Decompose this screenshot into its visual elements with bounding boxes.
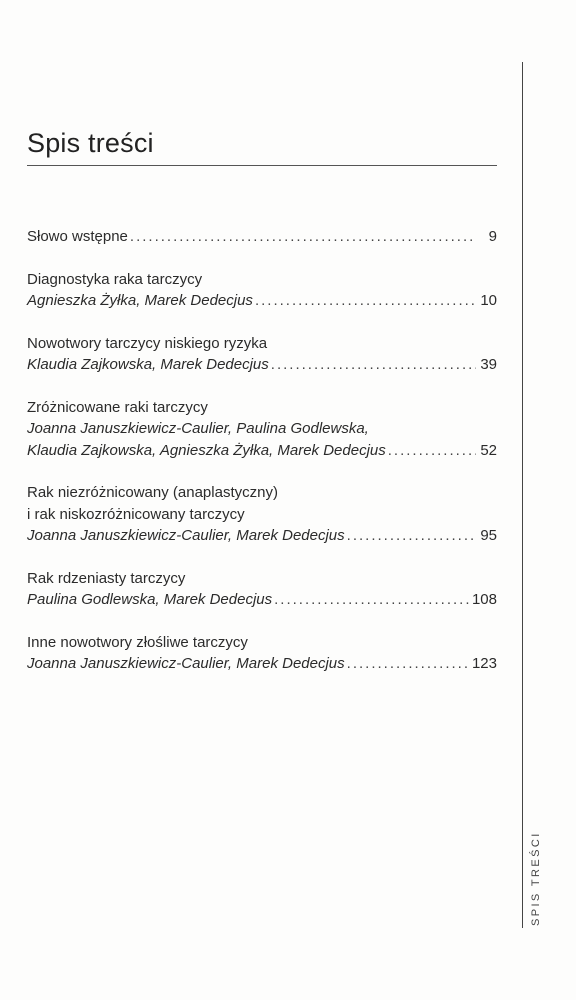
- dot-leader: [347, 525, 476, 547]
- toc-entry-title: Inne nowotwory złośliwe tarczycy: [27, 633, 248, 651]
- title-divider: [27, 165, 497, 166]
- toc-entry-medullary[interactable]: [27, 568, 497, 611]
- toc-page-number: 9: [488, 228, 497, 245]
- dot-leader: [271, 354, 476, 376]
- running-section-label: SPIS TREŚCI: [530, 831, 542, 926]
- toc-entry-title: Rak rdzeniasty tarczycy: [27, 569, 186, 587]
- dot-leader: [130, 226, 476, 248]
- toc-entry-diagnostics[interactable]: [27, 269, 497, 312]
- toc-entry-other-malignant[interactable]: [27, 632, 497, 675]
- toc-entry-authors: Paulina Godlewska, Marek Dedecjus: [27, 591, 273, 608]
- dot-leader: [388, 440, 476, 462]
- toc-page-number: 123: [471, 655, 497, 672]
- toc-entry-low-risk[interactable]: [27, 333, 497, 376]
- dot-leader: [255, 290, 476, 312]
- toc-entry-authors: Joanna Januszkiewicz-Caulier, Marek Dedecjus: [27, 527, 345, 544]
- toc-entry-authors: Joanna Januszkiewicz-Caulier, Marek Dedecjus: [27, 655, 345, 672]
- page-title: Spis treści: [27, 128, 154, 158]
- dot-leader: [274, 589, 469, 611]
- toc-entry-title: i rak niskozróżnicowany tarczycy: [27, 505, 245, 523]
- toc-entry-undifferentiated[interactable]: [27, 482, 497, 547]
- table-of-contents: [27, 226, 497, 675]
- toc-entry-title: Nowotwory tarczycy niskiego ryzyka: [27, 334, 268, 352]
- toc-entry-title: Diagnostyka raka tarczycy: [27, 270, 203, 288]
- toc-entry-differentiated[interactable]: [27, 397, 497, 462]
- toc-entry-authors: Joanna Januszkiewicz-Caulier, Paulina Godlewska,: [27, 420, 369, 437]
- toc-entry-title: Zróżnicowane raki tarczycy: [27, 398, 208, 416]
- toc-page-number: 39: [480, 356, 497, 373]
- toc-page-number: 52: [480, 441, 497, 459]
- toc-entry-authors: Klaudia Zajkowska, Marek Dedecjus: [27, 356, 269, 373]
- toc-entry-title: Słowo wstępne: [27, 228, 128, 245]
- side-divider: [522, 62, 523, 928]
- toc-entry-authors: Klaudia Zajkowska, Agnieszka Żyłka, Marek Dedecjus: [27, 441, 386, 459]
- toc-page-number: 95: [480, 527, 497, 544]
- toc-entry-title: Rak niezróżnicowany (anaplastyczny): [27, 484, 278, 501]
- toc-entry-authors: Agnieszka Żyłka, Marek Dedecjus: [27, 292, 253, 309]
- toc-entry-foreword[interactable]: [27, 226, 497, 248]
- toc-page-number: 10: [480, 292, 497, 309]
- dot-leader: [347, 653, 469, 675]
- toc-page-number: 108: [471, 591, 497, 608]
